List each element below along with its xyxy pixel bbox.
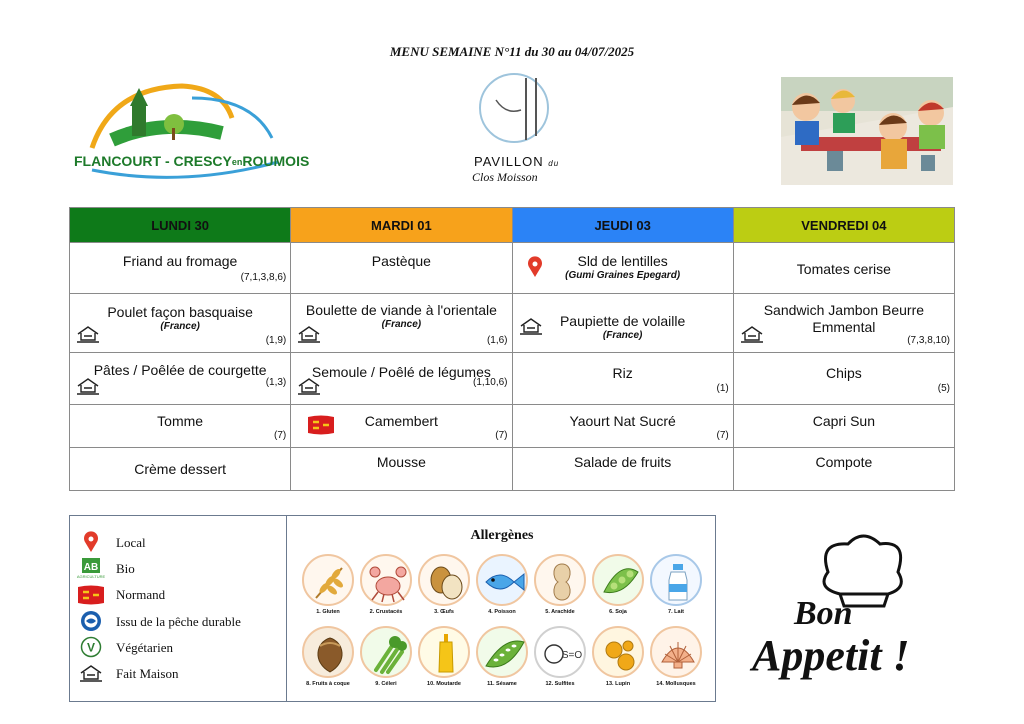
- allergen-codes: (7,3,8,10): [907, 335, 950, 346]
- dish-name: Riz: [612, 365, 633, 381]
- dish-name: Boulette de viande à l'orientale: [305, 302, 497, 318]
- dish-name: Salade de fruits: [573, 454, 672, 470]
- legend-label: Normand: [116, 587, 166, 602]
- menu-cell: [733, 243, 954, 294]
- dish-name: Yaourt Nat Sucré: [569, 413, 676, 429]
- normand-flag-icon: [307, 414, 335, 439]
- flancourt-logo: [72, 78, 310, 186]
- allergen-name: 3. Œufs: [434, 609, 454, 615]
- allergen-codes: (1): [716, 383, 729, 394]
- legend-icons: [70, 516, 287, 701]
- allergen-item: [415, 554, 473, 615]
- menu-cell: [512, 405, 733, 448]
- dish-name: Pâtes / Poêlée de courgette: [93, 362, 267, 378]
- local-pin-icon: [78, 531, 104, 553]
- fish-icon: [476, 554, 528, 606]
- menu-cell: [291, 243, 512, 294]
- legend-item: [78, 609, 104, 633]
- allergen-codes: (1,3): [265, 377, 287, 388]
- logo-text: FLANCOURT - CRESCYenROUMOIS: [74, 153, 310, 169]
- sesame-icon: [476, 626, 528, 678]
- allergen-name: 7. Lait: [668, 609, 684, 615]
- legend-item: [78, 556, 104, 580]
- allergen-item: [415, 626, 473, 687]
- legend-label: Fait Maison: [116, 666, 179, 681]
- dish-name: Pastèque: [371, 253, 431, 269]
- shell-icon: [650, 626, 702, 678]
- dish-name: Capri Sun: [812, 413, 875, 429]
- house-icon: [76, 377, 100, 398]
- day-header-row: [70, 208, 955, 243]
- allergen-codes: (5): [937, 383, 950, 394]
- house-icon: [297, 325, 321, 346]
- allergen-item: [531, 626, 589, 687]
- svg-text:AB: AB: [83, 562, 99, 573]
- menu-cell: [512, 448, 733, 491]
- menu-cell: [291, 294, 512, 353]
- legend-item: [78, 530, 104, 554]
- table-row: [70, 448, 955, 491]
- pavillon-name: PAVILLON: [474, 154, 544, 169]
- local-pin-icon: [527, 256, 543, 281]
- menu-cell: [733, 448, 954, 491]
- dish-name: Compote: [815, 454, 873, 470]
- msc-fish-icon: [78, 610, 104, 632]
- house-icon: [519, 317, 543, 338]
- dish-name: Friand au fromage: [122, 253, 238, 269]
- allergen-item: [589, 554, 647, 615]
- allergen-item: [357, 554, 415, 615]
- allergen-name: 13. Lupin: [605, 681, 631, 687]
- allergen-item: [647, 554, 705, 615]
- allergen-item: [531, 554, 589, 615]
- celery-icon: [360, 626, 412, 678]
- dish-name: Tomme: [157, 413, 204, 429]
- mustard-icon: [418, 626, 470, 678]
- peanut-icon: [534, 554, 586, 606]
- menu-cell: [70, 405, 291, 448]
- svg-text:V: V: [86, 640, 96, 655]
- menu-cell: [291, 353, 512, 405]
- allergen-name: 1. Gluten: [316, 609, 340, 615]
- dish-origin: (France): [602, 330, 643, 341]
- allergen-codes: (1,10,6): [473, 377, 508, 388]
- allergen-item: [357, 626, 415, 687]
- pavillon-du: du: [548, 159, 560, 168]
- crab-icon: [360, 554, 412, 606]
- allergen-codes: (7,1,3,8,6): [240, 272, 287, 283]
- allergen-name: 8. Fruits à coque: [306, 681, 350, 687]
- table-row: [70, 405, 955, 448]
- allergen-item: [473, 554, 531, 615]
- allergens-title: Allergènes: [470, 528, 534, 543]
- allergen-codes: (7): [495, 430, 508, 441]
- allergen-item: [647, 626, 705, 687]
- legend-item: [78, 635, 104, 659]
- legend-item: [78, 661, 104, 685]
- house-icon: [78, 662, 104, 684]
- legend-label: Végétarien: [116, 640, 174, 655]
- allergen-item: [299, 626, 357, 687]
- menu-cell: [70, 353, 291, 405]
- pavillon-logo: [466, 70, 560, 188]
- dish-origin: (Gumi Graines Epegard): [565, 270, 681, 281]
- menu-cell: [512, 243, 733, 294]
- sulfite-molecule-icon: [534, 626, 586, 678]
- menu-cell: [70, 448, 291, 491]
- hazelnut-icon: [302, 626, 354, 678]
- eggs-icon: [418, 554, 470, 606]
- appetit-text: Appetit !: [752, 631, 910, 680]
- day-header-monday: LUNDI 30: [70, 208, 291, 243]
- vegetarian-v-icon: [78, 636, 104, 658]
- dish-name: Semoule / Poêlé de légumes: [311, 364, 491, 380]
- menu-cell: [70, 243, 291, 294]
- table-row: [70, 353, 955, 405]
- dish-name: Poulet façon basquaise: [107, 304, 253, 320]
- allergen-name: 6. Soja: [609, 609, 627, 615]
- wheat-icon: [302, 554, 354, 606]
- table-row: [70, 243, 955, 294]
- menu-cell: [733, 353, 954, 405]
- dish-name: Mousse: [376, 454, 426, 470]
- menu-cell: [70, 294, 291, 353]
- dish-name: Chips: [825, 365, 862, 381]
- lupin-icon: [592, 626, 644, 678]
- canteen-photo: [781, 77, 953, 185]
- allergen-name: 2. Crustacés: [369, 609, 403, 615]
- menu-cell: [291, 448, 512, 491]
- bon-text: Bon: [794, 595, 853, 632]
- legend-box: [69, 515, 716, 702]
- allergen-name: 5. Arachide: [545, 609, 575, 615]
- dish-name: Camembert: [364, 413, 438, 429]
- soy-pod-icon: [592, 554, 644, 606]
- allergen-codes: (7): [716, 430, 729, 441]
- allergen-name: 11. Sésame: [487, 681, 517, 687]
- allergen-item: [473, 626, 531, 687]
- bio-ab-icon: [78, 557, 104, 579]
- allergen-item: [299, 554, 357, 615]
- table-row: [70, 294, 955, 353]
- day-header-tuesday: MARDI 01: [291, 208, 512, 243]
- legend-label: Issu de la pêche durable: [116, 614, 241, 629]
- allergen-item: [589, 626, 647, 687]
- menu-cell: [733, 405, 954, 448]
- allergen-name: 12. Sulfites: [545, 681, 575, 687]
- pavillon-sub: Clos Moisson: [472, 170, 538, 184]
- svg-text:S=O: S=O: [561, 650, 583, 661]
- dish-name: Tomates cerise: [796, 261, 891, 277]
- menu-title: MENU SEMAINE N°11 du 30 au 04/07/2025: [389, 44, 635, 59]
- day-header-thursday: JEUDI 03: [512, 208, 733, 243]
- house-icon: [297, 377, 321, 398]
- house-icon: [740, 325, 764, 346]
- menu-cell: [512, 353, 733, 405]
- allergen-codes: (1,6): [486, 335, 508, 346]
- house-icon: [76, 325, 100, 346]
- legend-item: [78, 583, 104, 607]
- allergen-name: 9. Céleri: [375, 681, 397, 687]
- menu-cell: [291, 405, 512, 448]
- dish-origin: (France): [160, 321, 200, 332]
- allergen-codes: (7): [274, 430, 287, 441]
- legend-label: Local: [116, 535, 146, 550]
- menu-table: [69, 207, 955, 491]
- dish-name: Sld de lentilles: [577, 253, 668, 269]
- allergen-name: 4. Poisson: [488, 609, 516, 615]
- allergen-codes: (1,9): [265, 335, 287, 346]
- menu-cell: [512, 294, 733, 353]
- allergen-name: 14. Mollusques: [656, 681, 696, 687]
- dish-origin: (France): [381, 319, 422, 330]
- legend-label: Bio: [116, 561, 135, 576]
- svg-text:AGRICULTURE: AGRICULTURE: [76, 574, 106, 579]
- dish-name: Sandwich Jambon Beurre Emmental: [763, 302, 925, 335]
- milk-bottle-icon: [650, 554, 702, 606]
- dish-name: Paupiette de volaille: [559, 313, 686, 329]
- menu-cell: [733, 294, 954, 353]
- day-header-friday: VENDREDI 04: [733, 208, 954, 243]
- dish-name: Crème dessert: [134, 461, 227, 477]
- normand-flag-icon: [78, 584, 104, 606]
- allergen-name: 10. Moutarde: [427, 681, 461, 687]
- bon-appetit-logo: [748, 532, 954, 682]
